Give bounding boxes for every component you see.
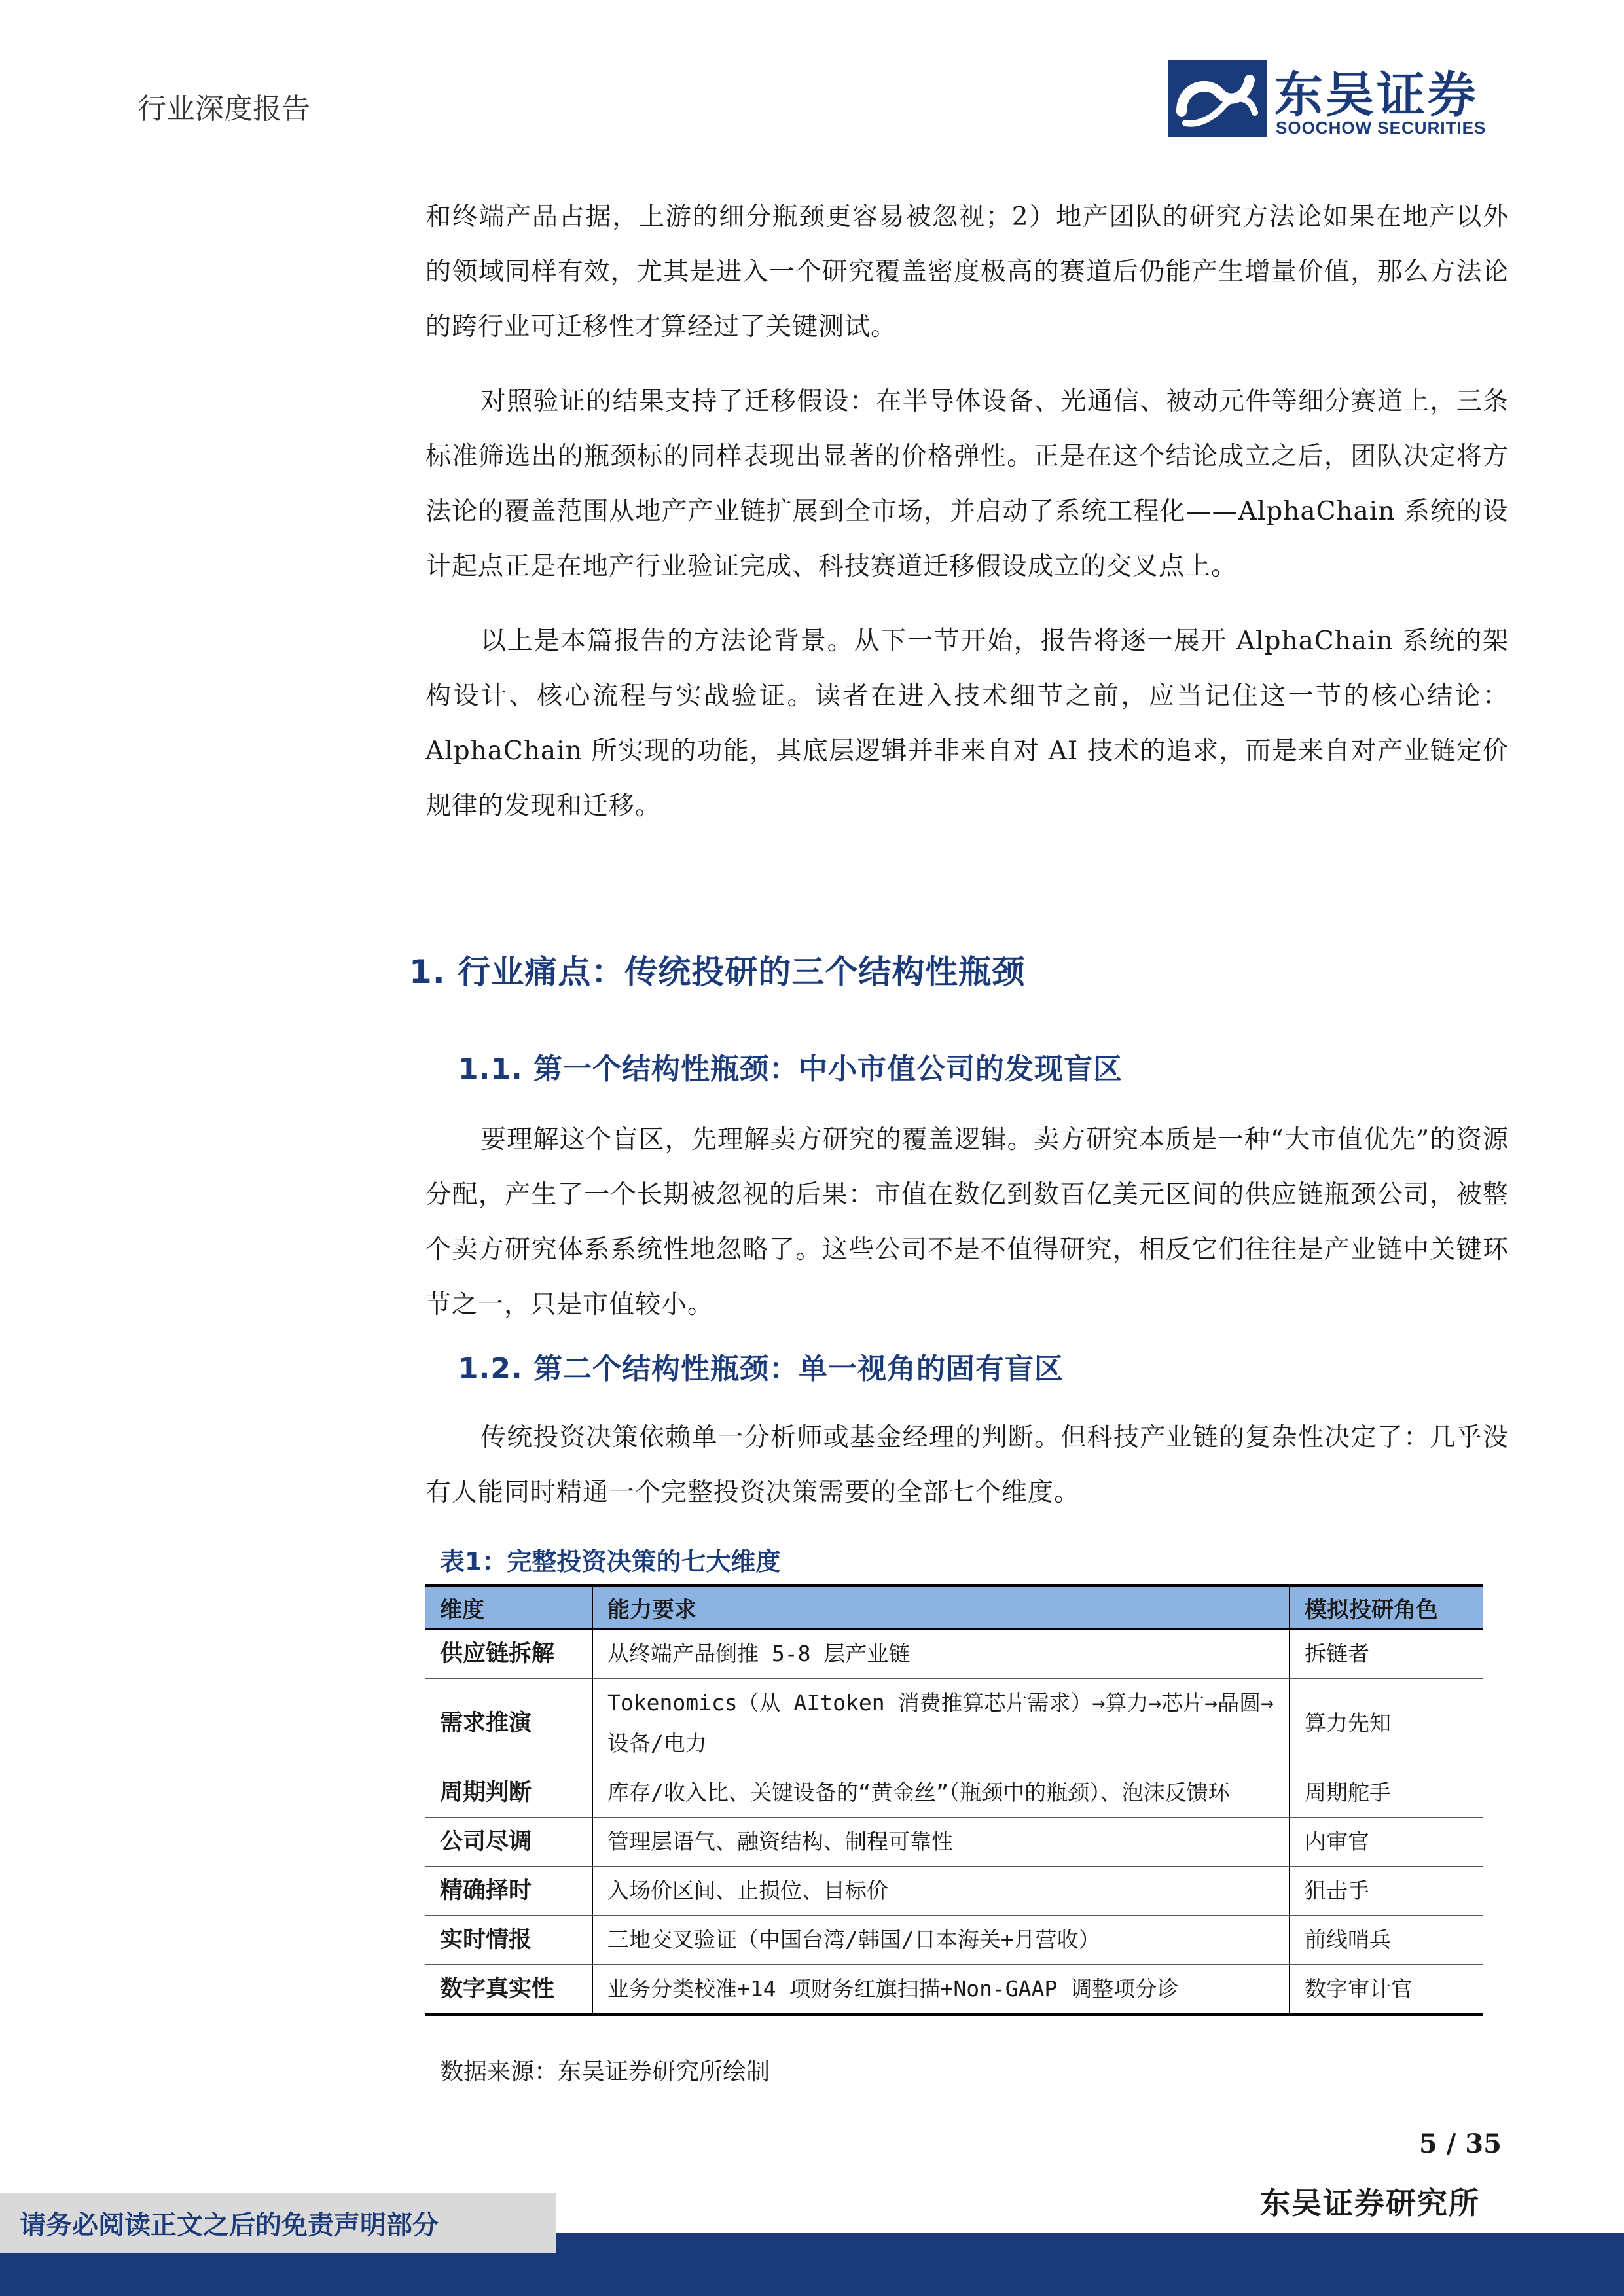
disclaimer-text: 请务必阅读正文之后的免责声明部分 <box>20 2210 439 2240</box>
table-row <box>425 1629 1483 1679</box>
intro-paragraph-3: 以上是本篇报告的方法论背景。从下一节开始，报告将逐一展开 AlphaChain 系统的架构设计、核心流程与实战验证。读者在进入技术细节之前，应当记住这一节的核心结论：AlphaChain 所实现的功能，其底层逻辑并非来自对 AI 技术的追求，而是来自对产业链定价规律的发现和迁移。 <box>425 626 1509 821</box>
subsection-1-1-body <box>425 1113 1509 1333</box>
logo-english-name: SOOCHOW SECURITIES <box>1276 118 1487 137</box>
table-row <box>425 1867 1483 1916</box>
dimension-cell: 供应链拆解 <box>425 1629 592 1679</box>
role-cell: 算力先知 <box>1290 1679 1483 1768</box>
dimension-cell: 数字真实性 <box>425 1965 592 2015</box>
logo-chinese-name: 东吴证券 <box>1274 67 1479 123</box>
subsection-1-2-paragraph: 传统投资决策依赖单一分析师或基金经理的判断。但科技产业链的复杂性决定了：几乎没有人能同时精通一个完整投资决策需要的全部七个维度。 <box>425 1423 1509 1507</box>
intro-paragraph-1: 和终端产品占据，上游的细分瓶颈更容易被忽视；2）地产团队的研究方法论如果在地产以外的领域同样有效，尤其是进入一个研究覆盖密度极高的赛道后仍能产生增量价值，那么方法论的跨行业可迁移性才算经过了关键测试。 <box>425 202 1509 342</box>
dimension-cell: 周期判断 <box>425 1768 592 1818</box>
intro-paragraph-2: 对照验证的结果支持了迁移假设：在半导体设备、光通信、被动元件等细分赛道上，三条标准筛选出的瓶颈标的同样表现出显著的价格弹性。正是在这个结论成立之后，团队决定将方法论的覆盖范围从地产产业链扩展到全市场，并启动了系统工程化——AlphaChain 系统的设计起点正是在地产行业验证完成、科技赛道迁移假设成立的交叉点上。 <box>425 387 1509 581</box>
table-row <box>425 1965 1483 2015</box>
subsection-1-2-body <box>425 1410 1509 1520</box>
dimension-cell: 实时情报 <box>425 1916 592 1965</box>
requirement-cell: 三地交叉验证（中国台湾/韩国/日本海关+月营收） <box>592 1916 1290 1965</box>
requirement-cell: Tokenomics（从 AItoken 消费推算芯片需求）→算力→芯片→晶圆→设备/电力 <box>592 1679 1290 1768</box>
dimension-cell: 精确择时 <box>425 1867 592 1916</box>
dimensions-table <box>425 1584 1483 2016</box>
column-header: 维度 <box>425 1585 592 1629</box>
subsection-heading-1-2: 1.2. 第二个结构性瓶颈：单一视角的固有盲区 <box>458 1352 1064 1386</box>
requirement-cell: 业务分类校准+14 项财务红旗扫描+Non-GAAP 调整项分诊 <box>592 1965 1290 2015</box>
requirement-cell: 库存/收入比、关键设备的“黄金丝”（瓶颈中的瓶颈）、泡沫反馈环 <box>592 1768 1290 1818</box>
requirement-cell: 从终端产品倒推 5-8 层产业链 <box>592 1629 1290 1679</box>
requirement-cell: 入场价区间、止损位、目标价 <box>592 1867 1290 1916</box>
column-header: 模拟投研角色 <box>1290 1585 1483 1629</box>
requirement-cell: 管理层语气、融资结构、制程可靠性 <box>592 1818 1290 1867</box>
table-row <box>425 1679 1483 1768</box>
intro-section <box>425 190 1509 834</box>
role-cell: 拆链者 <box>1290 1629 1483 1679</box>
subsection-1-1-paragraph: 要理解这个盲区，先理解卖方研究的覆盖逻辑。卖方研究本质是一种“大市值优先”的资源分配，产生了一个长期被忽视的后果：市值在数亿到数百亿美元区间的供应链瓶颈公司，被整个卖方研究体系系统性地忽略了。这些公司不是不值得研究，相反它们往往是产业链中关键环节之一，只是市值较小。 <box>425 1125 1509 1319</box>
role-cell: 前线哨兵 <box>1290 1916 1483 1965</box>
column-header: 能力要求 <box>592 1585 1290 1629</box>
dimension-cell: 公司尽调 <box>425 1818 592 1867</box>
table-row <box>425 1768 1483 1818</box>
table-row <box>425 1916 1483 1965</box>
role-cell: 狙击手 <box>1290 1867 1483 1916</box>
role-cell: 数字审计官 <box>1290 1965 1483 2015</box>
page-number: 5 / 35 <box>1419 2128 1502 2159</box>
subsection-heading-1-1: 1.1. 第一个结构性瓶颈：中小市值公司的发现盲区 <box>458 1052 1123 1086</box>
table-caption: 表1：完整投资决策的七大维度 <box>440 1547 781 1576</box>
company-logo <box>1168 60 1509 145</box>
dimension-cell: 需求推演 <box>425 1679 592 1768</box>
footer-institute-name: 东吴证券研究所 <box>1260 2185 1480 2221</box>
role-cell: 内审官 <box>1290 1818 1483 1867</box>
report-type: 行业深度报告 <box>137 92 310 126</box>
role-cell: 周期舵手 <box>1290 1768 1483 1818</box>
table-row <box>425 1818 1483 1867</box>
section-heading: 1. 行业痛点：传统投研的三个结构性瓶颈 <box>409 953 1026 991</box>
soochow-logo-icon <box>1168 60 1267 137</box>
table-source-note: 数据来源：东吴证券研究所绘制 <box>440 2058 770 2085</box>
table-header-row <box>425 1585 1483 1629</box>
